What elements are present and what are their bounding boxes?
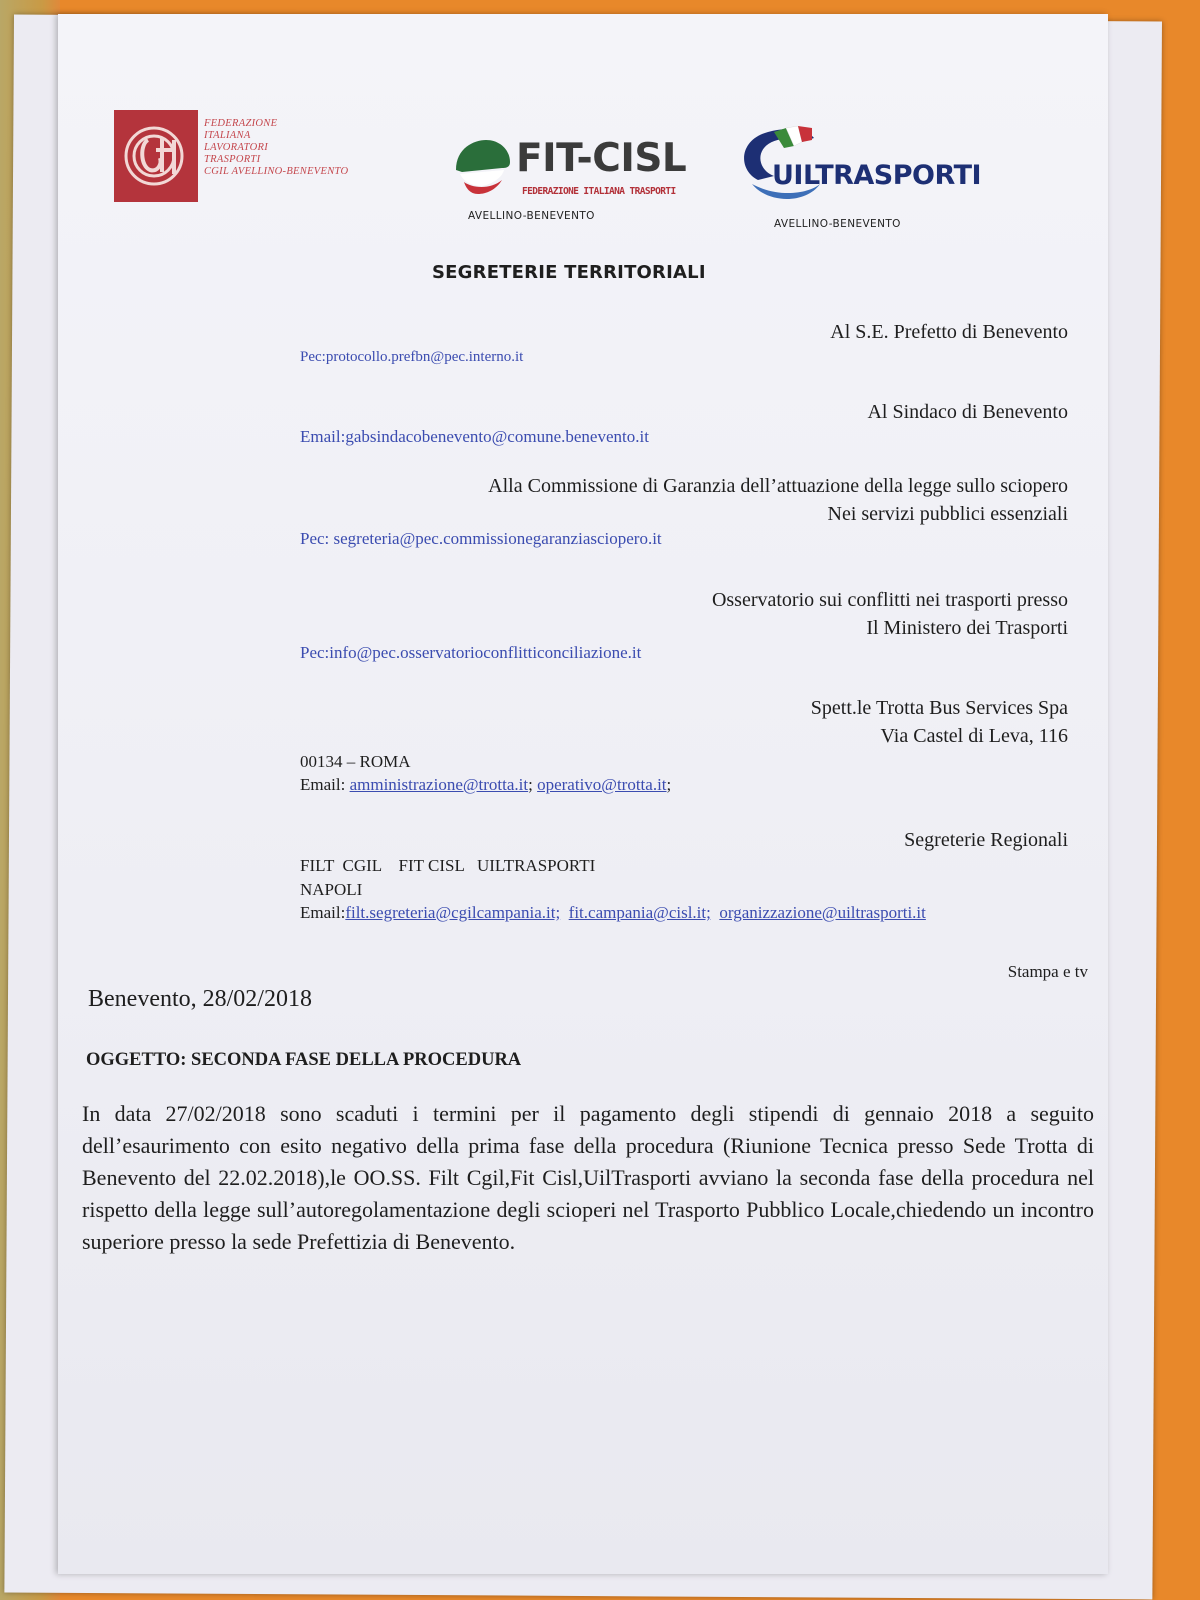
email-link-filt[interactable]: filt.segreteria@cgilcampania.it; xyxy=(345,903,561,922)
recipient-line: Segreterie Regionali xyxy=(904,829,1068,851)
email-label: Email: xyxy=(300,775,350,794)
recipient-regionali xyxy=(300,826,1068,924)
recipient-sindaco xyxy=(300,398,1068,448)
filt-line: LAVORATORI xyxy=(204,142,268,153)
recipient-line: Osservatorio sui conflitti nei trasporti presso xyxy=(711,589,1068,611)
recipient-contact: Pec:protocollo.prefbn@pec.interno.it xyxy=(300,349,524,365)
recipient-trotta xyxy=(300,694,1068,796)
filt-cgil-emblem-icon xyxy=(114,110,198,202)
body-paragraph: In data 27/02/2018 sono scaduti i termini per il pagamento degli stipendi di gennaio 2018 a seguito dell’esaurimento con esito negativo della prima fase della procedura (Riunione Tecnica presso Sede Trotta di Benevento del 22.02.2018),le OO.SS. Filt Cgil,Fit Cisl,UilTrasporti avviano la seconda fase della procedura nel rispetto della legge sull’autoregolamentazione degli scioperi nel Trasporto Pubblico Locale,chiedendo un incontro superiore presso la sede Prefettizia di Benevento. xyxy=(82,1101,1094,1254)
recipient-name: Al S.E. Prefetto di Benevento xyxy=(830,321,1068,343)
email-separator: ; xyxy=(528,775,538,794)
recipient-line: Nei servizi pubblici essenziali xyxy=(827,503,1068,525)
recipient-line: FILT CGIL FIT CISL UILTRASPORTI xyxy=(300,856,596,875)
email-link-amministrazione[interactable]: amministrazione@trotta.it xyxy=(349,775,529,794)
email-link-uil[interactable]: organizzazione@uiltrasporti.it xyxy=(719,903,926,922)
page-title: SEGRETERIE TERRITORIALI xyxy=(432,262,706,283)
filt-line: TRASPORTI xyxy=(204,154,261,165)
recipient-line: Via Castel di Leva, 116 xyxy=(880,725,1068,747)
fit-cisl-emblem-icon xyxy=(452,136,514,196)
filt-cgil-text xyxy=(204,118,348,178)
email-label: Email: xyxy=(300,903,346,922)
filt-line: FEDERAZIONE xyxy=(204,118,278,129)
email-link-fit[interactable]: fit.campania@cisl.it; xyxy=(568,903,711,922)
fit-cisl-location: AVELLINO-BENEVENTO xyxy=(468,210,595,222)
recipient-line: 00134 – ROMA xyxy=(300,752,411,771)
recipient-contact: Pec:info@pec.osservatorioconflitticonciliazione.it xyxy=(300,643,642,662)
recipient-line: Il Ministero dei Trasporti xyxy=(866,617,1068,639)
recipient-emails xyxy=(300,902,1068,924)
filt-cgil-logo xyxy=(114,110,414,202)
fit-cisl-name: FIT-CISL xyxy=(516,136,687,181)
uiltrasporti-location: AVELLINO-BENEVENTO xyxy=(774,218,901,230)
subject-line: OGGETTO: SECONDA FASE DELLA PROCEDURA xyxy=(86,1050,522,1070)
recipient-contact: Email:gabsindacobenevento@comune.benevento.it xyxy=(300,427,649,446)
recipient-commissione xyxy=(300,472,1068,550)
filt-line: ITALIANA xyxy=(204,130,251,141)
uiltrasporti-name: UILTRASPORTI xyxy=(772,160,982,191)
fit-cisl-subtitle: FEDERAZIONE ITALIANA TRASPORTI xyxy=(522,186,676,197)
fit-cisl-logo xyxy=(452,136,702,228)
uiltrasporti-logo xyxy=(728,120,1018,235)
recipient-osservatorio xyxy=(300,586,1068,664)
recipient-prefetto xyxy=(300,318,1068,368)
stampa-recipient: Stampa e tv xyxy=(1007,962,1088,981)
recipient-line: Alla Commissione di Garanzia dell’attuazione della legge sullo sciopero xyxy=(488,475,1068,497)
recipient-contact: Pec: segreteria@pec.commissionegaranziasciopero.it xyxy=(300,529,662,548)
recipient-line: Spett.le Trotta Bus Services Spa xyxy=(810,697,1068,719)
place-date: Benevento, 28/02/2018 xyxy=(88,986,312,1012)
recipient-emails xyxy=(300,774,1068,796)
email-link-operativo[interactable]: operativo@trotta.it xyxy=(537,775,667,794)
recipient-name: Al Sindaco di Benevento xyxy=(867,401,1068,423)
recipient-line: NAPOLI xyxy=(300,880,363,899)
filt-line: CGIL AVELLINO-BENEVENTO xyxy=(204,166,349,177)
email-end: ; xyxy=(666,775,672,794)
